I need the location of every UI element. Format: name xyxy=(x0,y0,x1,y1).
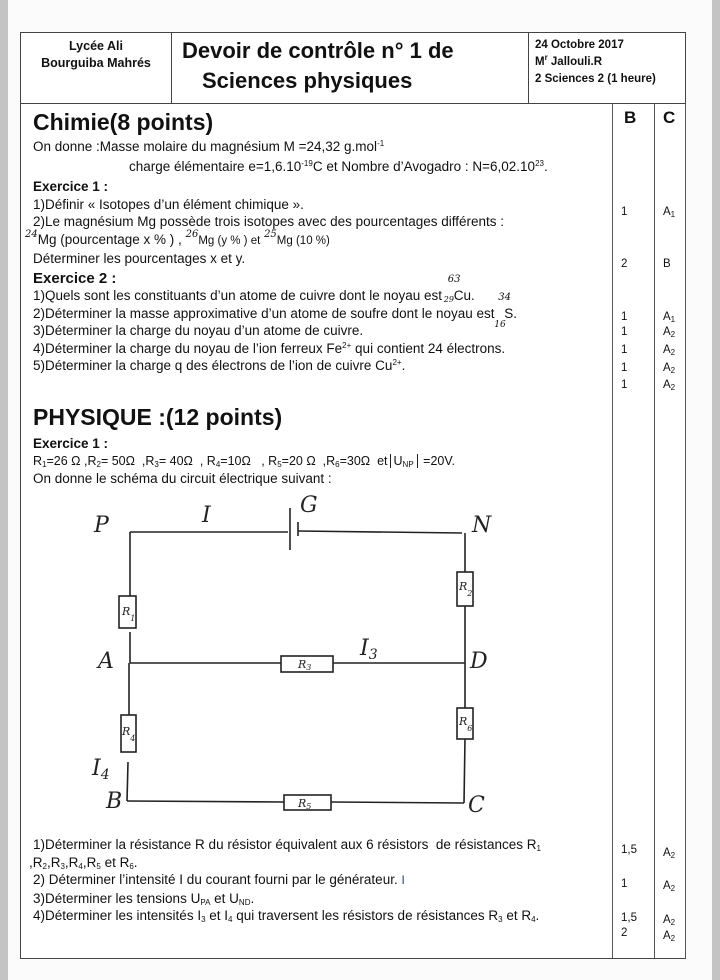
isotopes-line xyxy=(25,228,613,251)
resistor-values: $R_1=26$ Ω $,R_2= 50\Omega$ $,R_3= 40\Omega$ , $R_4=10\Omega$ , $R_5=20$ Ω $,R_6=30\Omega$ et $U_{NP} =20V$. xyxy=(33,453,456,469)
given-sup: 23 xyxy=(535,158,544,168)
mark-b: 1 xyxy=(621,362,628,374)
given-text: charge élémentaire e=1,6.10 xyxy=(129,158,302,174)
mark-c: $A_2$ xyxy=(663,362,676,375)
current-i3-label: I3 xyxy=(360,636,378,663)
question-text: 1)Quels sont les constituants d’un atome de cuivre dont le noyau est xyxy=(33,288,442,303)
question: 2)Le magnésium Mg possède trois isotopes avec des pourcentages différents : xyxy=(33,214,505,229)
mark-c: $A_2$ xyxy=(663,914,676,927)
chimie-title: Chimie(8 points) xyxy=(33,109,214,135)
question-text: 2)Déterminer la masse approximative d’un atome de soufre dont le noyau est xyxy=(33,305,495,321)
title-line1: Devoir de contrôle n° 1 de xyxy=(182,38,454,63)
nuclide-symbol: Cu. xyxy=(453,288,475,303)
isotope-mass: 26 xyxy=(185,228,199,240)
question: 1)Définir « Isotopes d’un élément chimique ». xyxy=(33,196,304,212)
resistor-r2-label: $R_2$ xyxy=(459,580,473,598)
text-cursor-icon: I xyxy=(401,873,405,887)
exam-info xyxy=(529,33,685,103)
mark-c: $A_1$ xyxy=(663,206,676,219)
title-line2: Sciences physiques xyxy=(202,68,413,93)
resistor-r6-label: $R_6$ xyxy=(459,715,473,733)
isotope-text: Mg (10 %) xyxy=(276,234,330,247)
given-data-line1 xyxy=(33,138,613,156)
column-c xyxy=(654,104,686,958)
ion-charge: 2+ xyxy=(392,358,402,367)
mark-b: 1 xyxy=(621,311,628,323)
mass-number: 34 xyxy=(498,291,511,303)
mark-b: 1 xyxy=(621,379,628,391)
physique-title: PHYSIQUE :(12 points) xyxy=(33,404,283,430)
exam-date: 24 Octobre 2017 xyxy=(535,39,624,51)
mark-c: $A_2$ xyxy=(663,326,676,339)
school-line2: Bourguiba Mahrés xyxy=(41,56,151,70)
mark-b: 1 xyxy=(621,344,628,356)
question xyxy=(33,340,613,358)
node-n-label: N xyxy=(472,513,492,538)
exercise-title: Exercice 2 : xyxy=(33,269,117,287)
circuit-intro: On donne le schéma du circuit électrique suivant : xyxy=(33,471,332,486)
mark-c: $A_2$ xyxy=(663,930,676,943)
isotope-mass: 25 xyxy=(264,228,277,240)
isotope-text: Mg (y % ) et xyxy=(198,234,261,247)
mark-c: $A_2$ xyxy=(663,379,676,392)
generator-g-label: G xyxy=(300,493,318,518)
atomic-number: 29 xyxy=(443,295,454,304)
school-name xyxy=(21,33,172,103)
given-text: . xyxy=(543,158,548,174)
exercise-title: Exercice 1 : xyxy=(33,436,109,451)
mark-b: 2 xyxy=(621,258,628,270)
nuclide-cu xyxy=(443,274,475,305)
exam-title xyxy=(172,33,529,103)
exam-teacher: $M^r$ Jallouli.R xyxy=(535,53,603,68)
question: 3)Déterminer les tensions $U_{PA}$ et $U_{ND}$. xyxy=(33,890,255,907)
node-c-label: C xyxy=(468,793,485,818)
mark-b: 1 xyxy=(621,878,628,890)
exercise-title: Exercice 1 : xyxy=(33,179,109,194)
question-text: . xyxy=(401,358,406,373)
resistor-r3-label: R3 xyxy=(298,658,312,672)
circuit-diagram xyxy=(80,490,520,820)
mark-b: 1 xyxy=(621,326,628,338)
mark-b: 1,5 xyxy=(621,912,637,924)
mark-c: B xyxy=(663,258,671,270)
mass-number: 63 xyxy=(447,274,461,285)
question-text: 5)Déterminer la charge q des électrons de l’ion de cuivre Cu xyxy=(33,358,393,373)
node-a-label: A xyxy=(98,649,114,674)
node-d-label: D xyxy=(470,649,488,674)
mark-c: $A_2$ xyxy=(663,880,676,893)
node-b-label: B xyxy=(106,789,123,814)
question xyxy=(33,357,613,375)
exam-header xyxy=(20,32,686,104)
nuclide-s xyxy=(494,291,520,330)
resistor-r4-label: $R_4$ xyxy=(122,725,136,743)
resistor-r5-label: R5 xyxy=(298,797,312,811)
current-i-label: I xyxy=(202,503,211,528)
question-text: qui contient 24 électrons. xyxy=(351,340,506,356)
given-sup: -19 xyxy=(301,158,313,168)
question: 4)Déterminer les intensités $I_3$ et $I_4$ qui traversent les résistors de résistances $R_3$ et $R_4$. xyxy=(33,908,540,924)
question: Déterminer les pourcentages x et y. xyxy=(33,251,246,266)
mark-c: $A_2$ xyxy=(663,344,676,357)
isotope-mass: 24 xyxy=(25,228,38,240)
node-p-label: P xyxy=(94,513,109,538)
column-b-header: B xyxy=(624,108,637,127)
nuclide-symbol: S. xyxy=(504,305,518,321)
column-b xyxy=(612,104,654,958)
isotope-text: Mg (pourcentage x % ) , xyxy=(37,231,182,247)
physique-section xyxy=(33,401,613,488)
column-c-header: C xyxy=(663,108,676,127)
question-text: 4)Déterminer la charge du noyau de l’ion ferreux Fe xyxy=(33,340,343,356)
mark-b: 2 xyxy=(621,927,628,939)
mark-b: 1,5 xyxy=(621,844,637,856)
question xyxy=(33,871,613,890)
chimie-section xyxy=(25,106,613,375)
given-data-line2 xyxy=(33,158,613,176)
given-text: C et Nombre d’Avogadro : N=6,02.10 xyxy=(312,158,536,174)
current-i4-label: I4 xyxy=(92,756,110,783)
atomic-number: 16 xyxy=(494,319,506,330)
question-cont: $,R_2,R_3,R_4,R_5$ et $R_6$. xyxy=(29,854,138,871)
given-sup: -1 xyxy=(377,139,385,148)
resistor-r1-label: $R_1$ xyxy=(122,605,136,623)
mark-c: $A_2$ xyxy=(663,847,676,860)
question: 3)Déterminer la charge du noyau d’un atome de cuivre. xyxy=(33,323,364,338)
physique-questions xyxy=(29,836,613,925)
given-text: On donne :Masse molaire du magnésium M =24,32 g.mol xyxy=(33,139,378,154)
mark-b: 1 xyxy=(621,206,628,218)
ion-charge: 2+ xyxy=(342,340,352,350)
question: 1)Déterminer la résistance R du résistor équivalent aux 6 résistors de résistances $R_1$ xyxy=(33,837,541,853)
school-line1: Lycée Ali xyxy=(69,39,123,53)
mark-c: $A_1$ xyxy=(663,311,676,324)
exam-class: 2 Sciences 2 (1 heure) xyxy=(535,73,656,85)
question-text: 2) Déterminer l’intensité I du courant fourni par le générateur. xyxy=(33,872,398,887)
